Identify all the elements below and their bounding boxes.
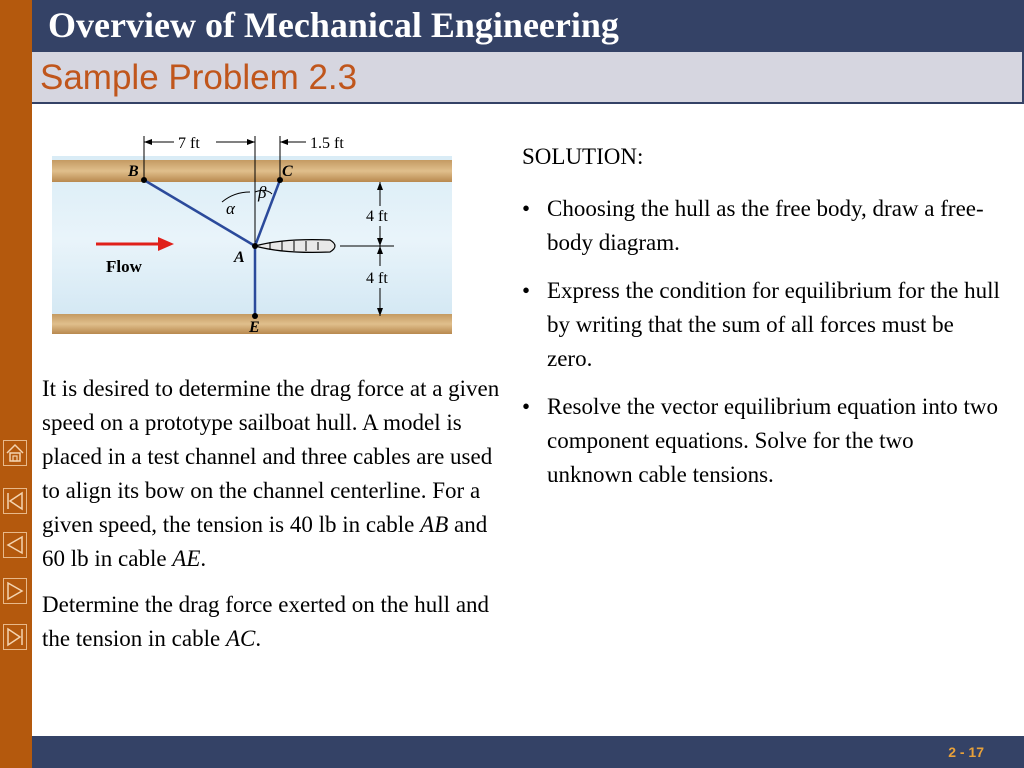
page-number: 2 - 17 [948,744,984,760]
solution-step [522,192,1002,260]
side-strip [0,0,32,768]
problem-paragraph [42,372,504,576]
label-a: A [234,249,245,266]
problem-text: Determine the drag force exerted on the hull and the tension in cable [42,592,490,651]
label-c: C [282,163,293,180]
dim-arrow [280,139,288,145]
home-button[interactable] [3,440,27,466]
flow-label: Flow [106,257,142,276]
solution-section [522,140,1002,506]
dim-arrow [247,139,255,145]
dim-label-4ft-upper: 4 ft [366,208,388,225]
problem-question [42,588,504,656]
channel-wall-top [52,160,452,182]
dim-label-7ft: 7 ft [178,135,200,152]
next-slide-icon [4,579,26,603]
last-slide-button[interactable] [3,624,27,650]
cable-ab-ref: AB [420,512,449,537]
solution-step-text: Choosing the hull as the free body, draw a free-body diagram. [547,196,984,255]
label-e: E [249,319,260,336]
title-bar [32,0,1024,52]
label-beta: β [258,183,267,202]
label-b: B [128,163,139,180]
bullet: • [522,394,531,419]
dim-arrow [144,139,152,145]
problem-text: . [255,626,262,651]
problem-text: It is desired to determine the drag force at a given speed on a prototype sailboat hull. A model is placed in a test channel and three cables are used to align its bow on the channel centerline. For a given speed, the tension is 40 lb in cable [42,376,500,537]
footer-bar [32,736,1024,768]
problem-text: and 60 lb in cable [42,512,488,571]
bullet: • [522,196,531,221]
home-icon [4,441,26,465]
subtitle-bar [32,52,1024,104]
bullet: • [522,278,531,303]
first-slide-button[interactable] [3,488,27,514]
channel-diagram [44,126,462,338]
solution-step [522,390,1002,492]
solution-heading: SOLUTION: [522,144,644,169]
point-b [141,177,147,183]
slide-title: Overview of Mechanical Engineering [48,5,619,45]
dim-label-1-5ft: 1.5 ft [310,135,344,152]
label-alpha: α [226,199,235,218]
solution-list [522,192,1002,492]
slide-subtitle: Sample Problem 2.3 [40,58,358,97]
previous-slide-icon [4,533,26,557]
first-slide-icon [4,489,26,513]
problem-text: . [200,546,207,571]
next-slide-button[interactable] [3,578,27,604]
solution-step [522,274,1002,376]
previous-slide-button[interactable] [3,532,27,558]
dim-label-4ft-lower: 4 ft [366,270,388,287]
cable-ac-ref: AC [225,626,256,651]
cable-ae-ref: AE [172,546,201,571]
point-a [252,243,258,249]
problem-statement [42,372,504,668]
last-slide-icon [4,625,26,649]
solution-step-text: Express the condition for equilibrium for the hull by writing that the sum of all forces must be zero. [547,278,1000,371]
solution-step-text: Resolve the vector equilibrium equation into two component equations. Solve for the two unknown cable tensions. [547,394,998,487]
